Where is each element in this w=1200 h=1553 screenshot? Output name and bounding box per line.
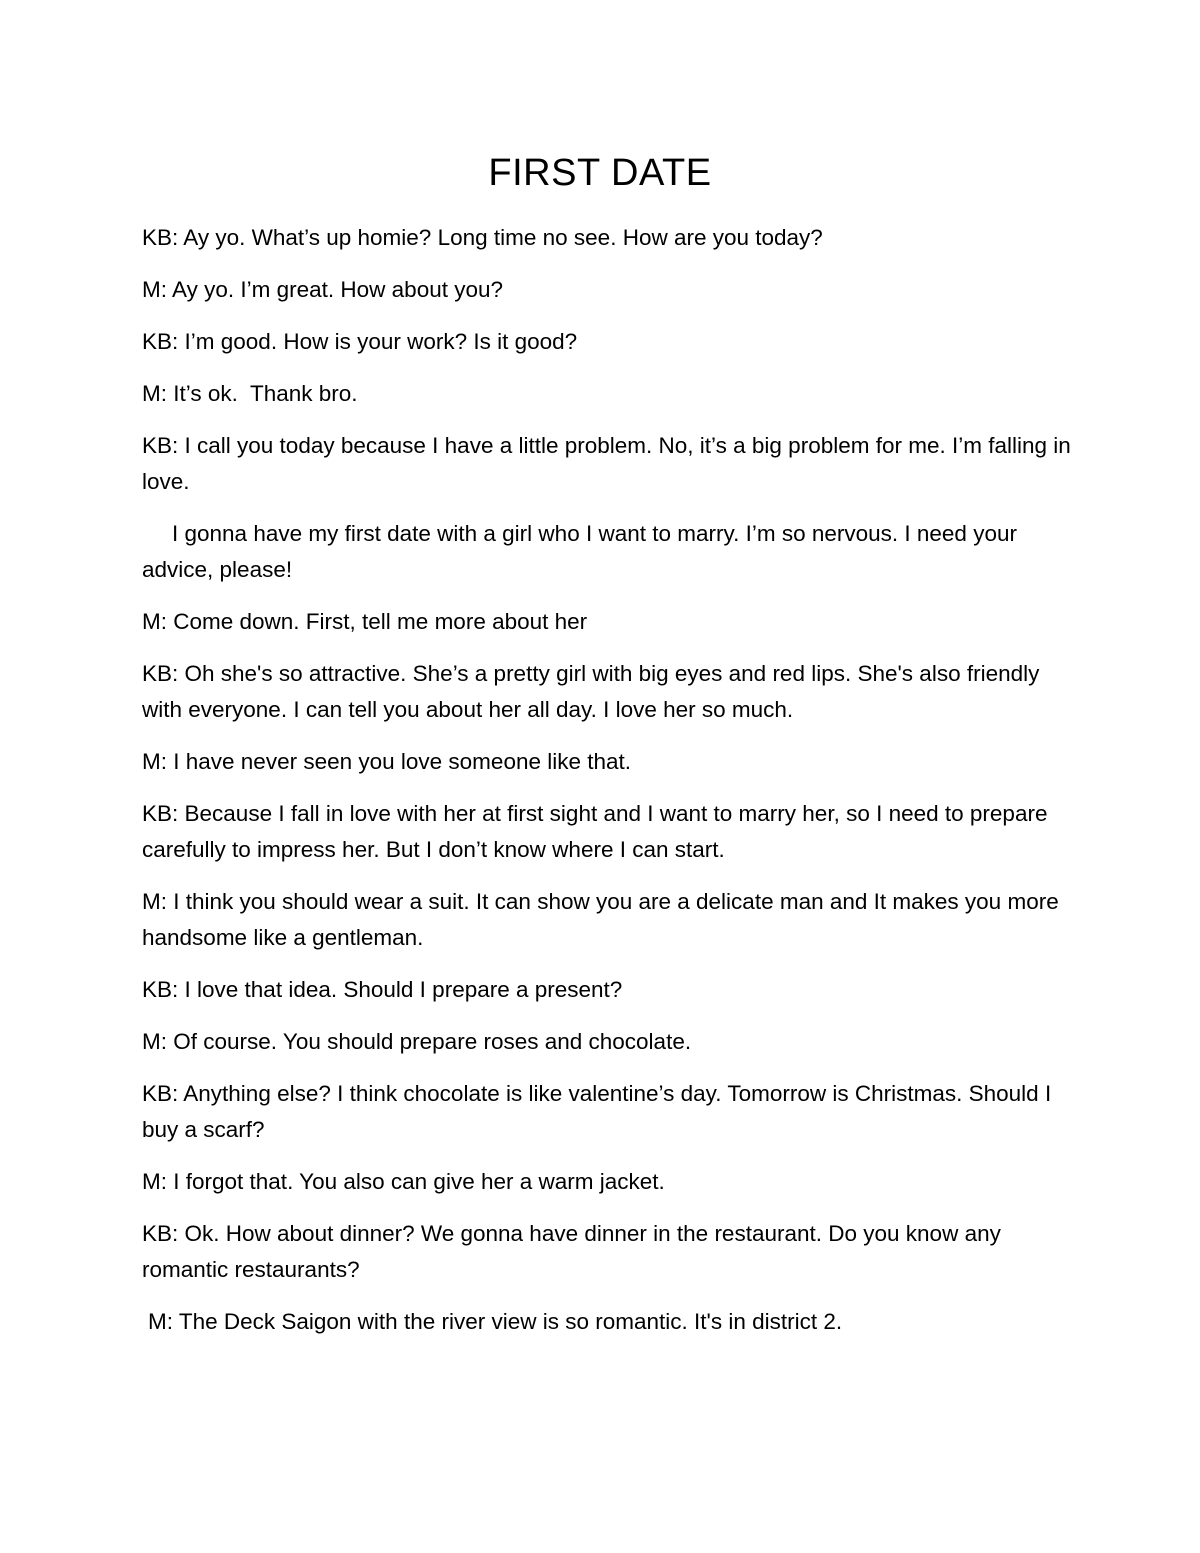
paragraph-15: M: I forgot that. You also can give her a warm jacket. [142, 1169, 665, 1194]
paragraph-1: KB: Ay yo. What’s up homie? Long time no see. How are you today? [142, 225, 823, 250]
paragraph-9: M: I have never seen you love someone like that. [142, 749, 632, 774]
paragraph-4: M: It’s ok. Thank bro. [142, 381, 358, 406]
paragraph-6: I gonna have my first date with a girl who I want to marry. I’m so nervous. I need your advice, please! [142, 521, 1017, 582]
paragraph-3: KB: I’m good. How is your work? Is it good? [142, 329, 578, 354]
paragraph-17: M: The Deck Saigon with the river view is so romantic. It's in district 2. [148, 1309, 843, 1334]
paragraph-7: M: Come down. First, tell me more about her [142, 609, 588, 634]
paragraph-8: KB: Oh she's so attractive. She’s a pretty girl with big eyes and red lips. She's also friendly with everyone. I can tell you about her all day. I love her so much. [142, 661, 1040, 722]
paragraph-11: M: I think you should wear a suit. It can show you are a delicate man and It makes you more handsome like a gentleman. [142, 889, 1059, 950]
dialogue-body [142, 220, 1072, 1356]
paragraph-5: KB: I call you today because I have a little problem. No, it’s a big problem for me. I’m falling in love. [142, 433, 1071, 494]
paragraph-13: M: Of course. You should prepare roses and chocolate. [142, 1029, 692, 1054]
paragraph-10: KB: Because I fall in love with her at first sight and I want to marry her, so I need to prepare carefully to impress her. But I don’t know where I can start. [142, 801, 1048, 862]
paragraph-2: M: Ay yo. I’m great. How about you? [142, 277, 504, 302]
paragraph-14: KB: Anything else? I think chocolate is like valentine’s day. Tomorrow is Christmas. Should I buy a scarf? [142, 1081, 1052, 1142]
page-title: FIRST DATE [488, 152, 712, 194]
paragraph-16: KB: Ok. How about dinner? We gonna have dinner in the restaurant. Do you know any romantic restaurants? [142, 1221, 1001, 1282]
paragraph-12: KB: I love that idea. Should I prepare a present? [142, 977, 623, 1002]
